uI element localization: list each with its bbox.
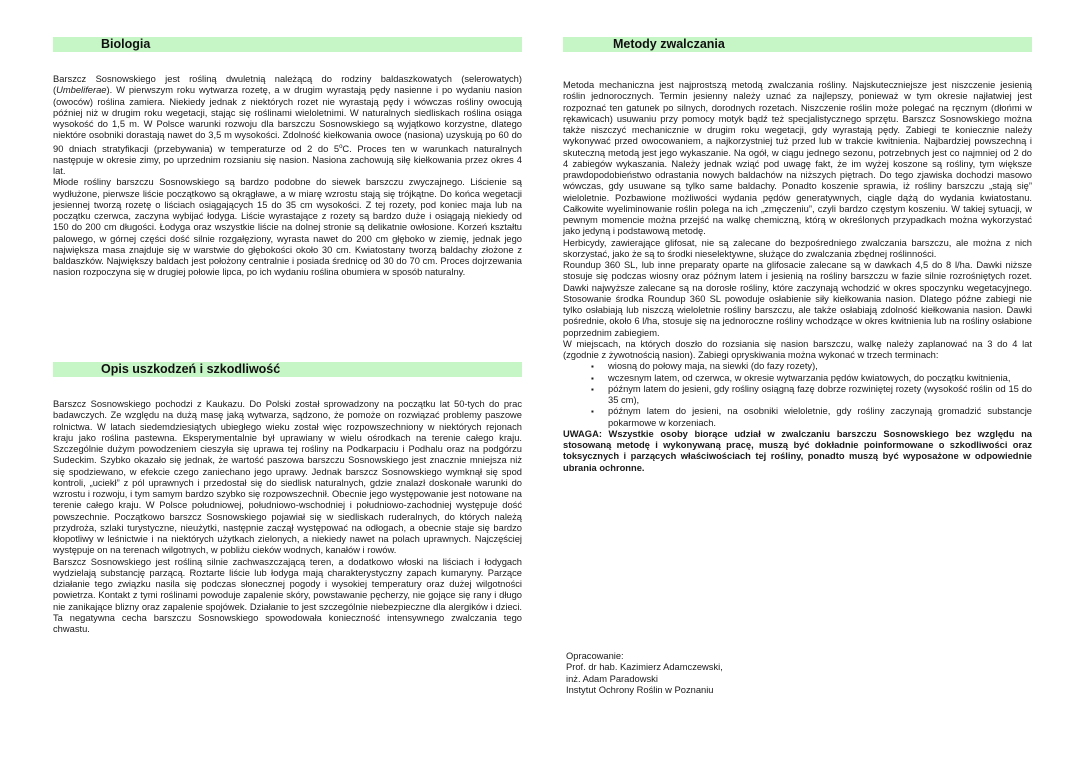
credits-author-2: inż. Adam Paradowski [566,673,658,684]
warning-note: UWAGA: Wszystkie osoby biorące udział w zwalczaniu barszczu Sosnowskiego bez względu na stosowaną metodę i wykonywaną pracę, muszą być dokładnie poinformowane o szkodliwości oraz toksycznych i parzących właściwościach tej rośliny, ponadto muszą być wyposażone w odpowiednie ubrania ochronne. [563,428,1032,473]
credits-block [566,651,723,697]
damage-paragraph-1: Barszcz Sosnowskiego pochodzi z Kaukazu. Do Polski został sprowadzony na początku lat 50-tych do prac badawczych. Ze względu na dużą masę jaką wytwarza, sądzono, że pomoże on rozwiązać problemy paszowe rolnictwa. W latach siedemdziesiątych ubiegłego wieku został więc rozpowszechniony w niektórych rejonach kraju jako roślina pastewna. Eksperymentalnie był uprawiany w wielu ośrodkach na terenie całego kraju. Szczególnie dużym powodzeniem cieszyła się uprawa tej rośliny na Podkarpaciu i Podhalu oraz na podgórzu Sudeckim. Szybko okazało się jednak, że wartość paszowa barszczu Sosnowskiego jest znacznie mniejsza niż się spodziewano, w efekcie czego zaniechano jego uprawy. Jednak barszcz Sosnowskiego wymknął się spod kontroli, „uciekł” z pól uprawnych i przedostał się do siedlisk naturalnych, gdzie znalazł doskonałe warunki do wzrostu i rozwoju, i tym samym bardzo szybko się rozpowszechnił. Obecnie jego występowanie jest notowane na terenie całego kraju. W Polsce południowej, południowo-wschodniej i południowo-zachodniej występuje dość powszechnie. Początkowo barszcz Sosnowskiego pojawiał się w siedliskach ruderalnych, do których należą przydroża, szlaki turystyczne, nieużytki, następnie zaczął występować na odłogach, a obecnie staje się bardzo kłopotliwy w leśnictwie i na niektórych użytkach zielonych, a niekiedy nawet na polach uprawnych. Najczęściej występuje on na terenach wilgotnych, w pobliżu cieków wodnych, kanałów i rowów. [53,399,522,556]
biology-section [53,74,522,279]
list-item: ▪ wiosną do połowy maja, na siewki (do fazy rozety), [608,361,1032,372]
section-heading-damage: Opis uszkodzeń i szkodliwość [101,362,281,376]
text-run: ). W pierwszym roku wytwarza rozetę, a w drugim wyrastają pędy nasienne i po wydaniu nasion (owoców) roślina zamiera. Niekiedy jednak z niektórych rozet nie wyrastają pędy i wówczas rośliny owocują później niż w drugim roku wegetacji, stając się roślinami wieloletnimi. W naturalnych siedliskach roślina osiąga wysokość do 1,5 m. W Polsce warunki rozwoju dla barszczu Sosnowskiego są wyjątkowo korzystne, dlatego niektóre osobniki dorastają nawet do 3,5 m wysokości. Zdolność kiełkowania owoce (nasiona) uzyskują po 60 do 90 dniach stratyfikacji (przebywania) w temperaturze od 2 do 5 [53,85,522,154]
methods-paragraph-1: Metoda mechaniczna jest najprostszą metodą zwalczania rośliny. Najskuteczniejsze jest niszczenie jesienią roślin jednorocznych. Termin jesienny należy uznać za najlepszy, ponieważ w tym okresie najłatwiej jest rozpoznać ten gatunek po silnych, dorodnych rozetach. Niszczenie roślin może polegać na ręcznym (dłońmi w rękawicach) usuwaniu przy pomocy motyk bądź też specjalistycznego sprzętu. Barszcz Sosnowskiego można także niszczyć mechanicznie w drugim roku wegetacji, gdy wyrastają pędy. Zabiegi te koniecznie należy wykonywać przed owocowaniem, a najkorzystniej tuż przed lub w trakcie kwitnienia. Najbardziej powszechną i skuteczną metodą jest jego wykaszanie. Na ogół, w ciągu jednego sezonu, potrzebnych jest co najmniej od 2 do 4 zabiegów wykaszania. Należy jednak wziąć pod uwagę fakt, że im wyżej koszone są rośliny, tym większe prawdopodobieństwo odrastania nowych baldachów na niższych piętrach. Do tego zjawiska dochodzi masowo wówczas, gdy usuwane są tylko same baldachy. Ponadto koszenie sprawia, iż rośliny barszczu „stają się” wieloletnie. Pozbawione możliwości wydania pędów generatywnych, ciągle dążą do wydania kwiatostanu. Całkowite wyeliminowanie roślin polega na ich „zmęczeniu”, czyli bardzo częstym koszeniu. W takiej sytuacji, w pewnym momencie można przejść na walkę chemiczną, którą w określonych przypadkach można wykorzystać jako jedyną i podstawową metodę. [563,80,1032,237]
methods-section [563,80,1032,474]
latin-name: Umbeliferae [56,85,107,96]
text-run: C. Proces ten w warunkach naturalnych następuje w okresie zimy, po uprzednim rozsianiu się nasion. Nasiona zachowują siłę kiełkowania przez okres 4 lat. [53,143,522,177]
damage-paragraph-2: Barszcz Sosnowskiego jest rośliną silnie zachwaszczającą teren, a dodatkowo włoski na liściach i łodygach wydzielają substancję parzącą. Roztarte liście lub łodyga mają charakterystyczny zapach kumaryny. Parzące działanie tego związku nasila się podczas słonecznej pogody i wysokiej temperatury oraz dużej wilgotności powietrza. Kontakt z tymi roślinami powoduje zapalenie skóry, powstawanie pęcherzy, nie gojące się rany i długo nie zanikające blizny oraz zapalenie spojówek. Działanie to jest szczególnie niebezpieczne dla alergików i dzieci. Ta negatywna cecha barszczu Sosnowskiego spowodowała konieczność intensywnego zwalczania tego chwastu. [53,556,522,634]
biology-paragraph-1 [53,74,522,177]
credits-label: Opracowanie: [566,651,624,661]
list-item: ▪ późnym latem do jesieni, gdy rośliny osiągną fazę dobrze rozwiniętej rozety (wysokość roślin od 15 do 35 cm), [608,384,1032,407]
heading-bar-damage [53,362,522,377]
credits-author-1: Prof. dr hab. Kazimierz Adamczewski, [566,662,723,673]
methods-paragraph-3: Roundup 360 SL, lub inne preparaty oparte na glifosacie zalecane są w dawkach 4,5 do 8 l/ha. Dawki niższe stosuje się podczas wiosny oraz późnym latem i jesienią na rośliny barszczu w fazie silnie rozrośniętych rozet. Dawki najwyższe zalecane są na dorosłe rośliny, które zaczynają wchodzić w okres spoczynku wegetacyjnego. Stosowanie środka Roundup 360 SL powoduje osłabienie siły kiełkowania nasion. Dlatego późne zabiegi nie tylko osłabiają lub niszczą wieloletnie rośliny barszczu, ale także osłabiają zdolność kiełkowania nasion. Dawki pośrednie, około 6 l/ha, stosuje się na jednoroczne rośliny wchodzące w okres kwitnienia lub na rośliny osłabione poprzednim zabiegiem. [563,260,1032,338]
damage-section [53,399,522,635]
spray-terms-list [563,361,1032,429]
section-heading-biology: Biologia [101,37,151,51]
heading-bar-biology [53,37,522,52]
text-run: Barszcz Sosnowskiego jest rośliną dwuletnią należącą do rodziny baldaszkowatych (selerowatych) ( [53,74,522,96]
credits-institution: Instytut Ochrony Roślin w Poznaniu [566,685,714,696]
degree-sign: o [339,143,343,150]
heading-bar-methods [563,37,1032,52]
biology-paragraph-2: Młode rośliny barszczu Sosnowskiego są bardzo podobne do siewek barszczu zwyczajnego. Liścienie są wydłużone, pierwsze liście początkowo są okrągławe, a w miarę wzrostu stają się trójkątne. Do końca wegetacji jesiennej tworzą rozetę o liściach osiągających 15 do 35 cm wysokości. Z tej rozety, pod koniec maja lub na początku czerwca, zaczyna wybijać łodyga. Liście wyrastające z rozety są bardzo duże i osiągają niekiedy od 150 do 200 cm długości. Łodyga oraz wszystkie liście na dolnej stronie są delikatnie owłosione. Korzeń kształtu palowego, w górnej części dość silnie rozgałęziony, wyrasta nawet do 200 cm głęboko w ziemię, jednak jego największa masa znajduje się w warstwie do głębokości około 30 cm. Kwiatostany tworzą baldachy złożone z baldaszków. Największy baldach jest położony centralnie i posiada średnicę od 30 do 70 cm. Proces dojrzewania nasion rozpoczyna się w drugiej połowie lipca, po ich wydaniu roślina obumiera w sposób naturalny. [53,177,522,278]
methods-paragraph-2: Herbicydy, zawierające glifosat, nie są zalecane do bezpośredniego zwalczania barszczu, ale można z nich skorzystać, jako że są to środki nieselektywne, służące do zwalczania zbędnej roślinności. [563,237,1032,259]
methods-paragraph-4: W miejscach, na których doszło do rozsiania się nasion barszczu, walkę należy zaplanować na 3 do 4 lat (zgodnie z żywotnością nasion). Zabiegi opryskiwania można wykonać w trzech terminach: [563,338,1032,360]
section-heading-methods: Metody zwalczania [613,37,725,51]
list-item: ▪ wczesnym latem, od czerwca, w okresie wytwarzania pędów kwiatowych, do początku kwitnienia, [608,373,1032,384]
list-item: ▪ późnym latem do jesieni, na osobniki wieloletnie, gdy rośliny zaczynają gromadzić substancje pokarmowe w korzeniach. [608,406,1032,429]
